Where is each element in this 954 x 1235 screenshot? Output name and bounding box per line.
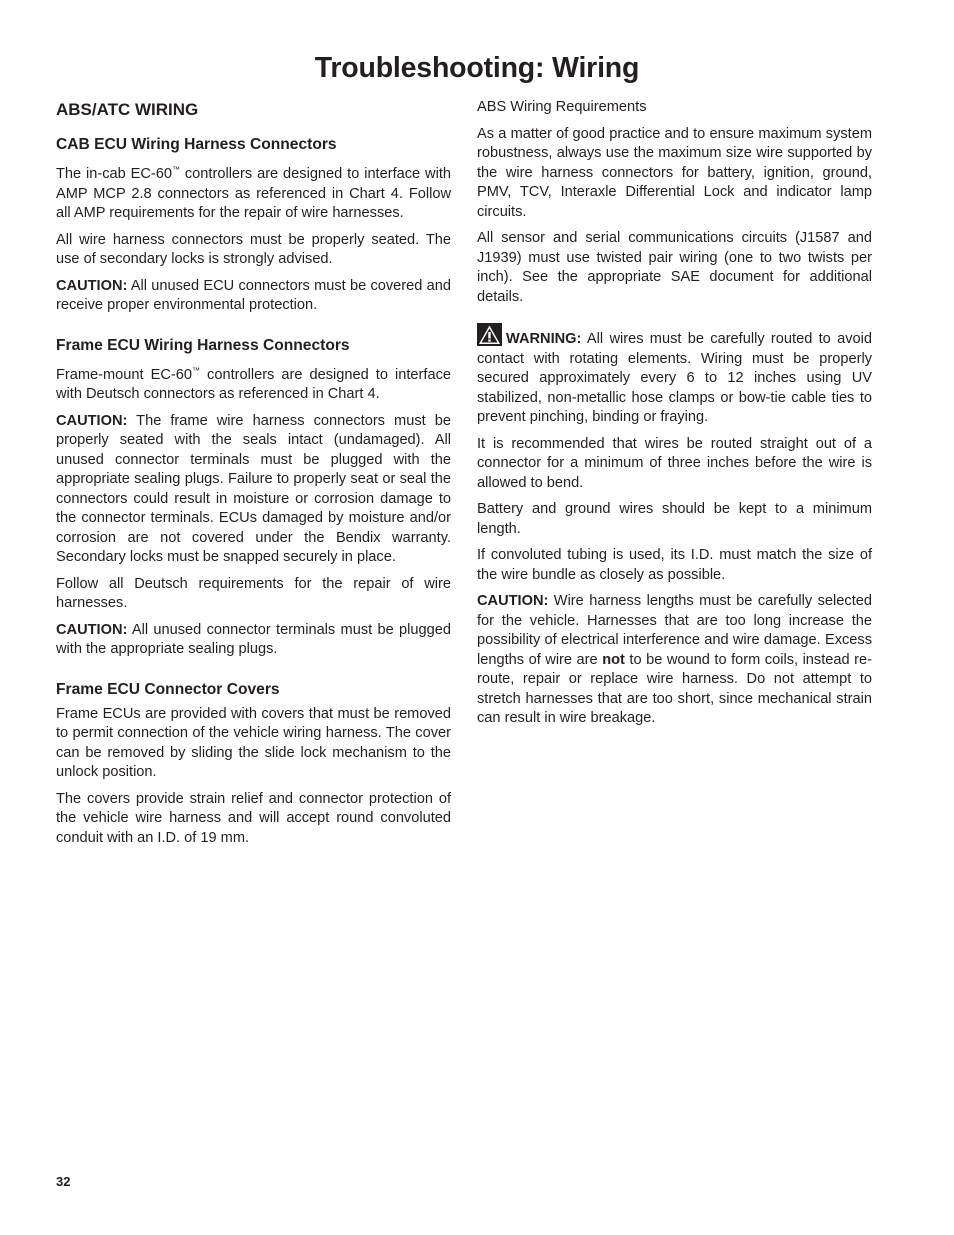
- caution-label: CAUTION:: [56, 412, 128, 429]
- requirements-paragraph-4: Battery and ground wires should be kept to a minimum length.: [477, 501, 872, 537]
- warning-triangle-icon: [477, 323, 502, 346]
- frame-ecu-caution-2: [56, 621, 451, 660]
- requirements-paragraph-3: It is recommended that wires be routed straight out of a connector for a minimum of three inches before the wire is allowed to bend.: [477, 435, 872, 491]
- warning-paragraph: [477, 323, 872, 428]
- caution-emphasis: not: [602, 651, 625, 668]
- cab-ecu-paragraph-1: [56, 160, 451, 224]
- frame-ecu-heading: Frame ECU Wiring Harness Connectors: [56, 336, 350, 354]
- cab-text-a: The in-cab EC-60: [56, 166, 173, 182]
- section-heading: ABS/ATC WIRING: [56, 100, 199, 119]
- harness-length-caution: [477, 592, 872, 729]
- spacer: [477, 314, 872, 323]
- trademark-mark: ™: [192, 365, 200, 375]
- caution-text-b: to be wound to form coils, instead re-route, repair or replace wire harness. Do not attempt to stretch harnesses that are too short, since mechanical strain can result in wire breakage.: [477, 651, 872, 726]
- requirements-paragraph-2: All sensor and serial communications circuits (J1587 and J1939) must use twisted pair wiring (one to two twists per inch). See the appropriate SAE document for additional details.: [477, 230, 872, 305]
- warning-label: WARNING:: [506, 331, 582, 347]
- cab-text-b: controllers are designed to interface with AMP MCP 2.8 connectors as referenced in Chart 4. Follow all AMP requirements for the repair of wire harnesses.: [56, 166, 451, 221]
- cab-ecu-paragraph-2: All wire harness connectors must be properly seated. The use of secondary locks is strongly advised.: [56, 231, 451, 267]
- caution-label: CAUTION:: [477, 593, 549, 609]
- caution-text-a: Wire harness lengths must be carefully selected for the vehicle. Harnesses that are too long increase the possibility of electrical interference and wire damage. Excess lengths of wire are: [477, 593, 872, 668]
- cab-ecu-heading: CAB ECU Wiring Harness Connectors: [56, 136, 337, 153]
- caution-text: The frame wire harness connectors must be properly seated with the seals intact (undamaged). All unused connector terminals must be plugged with the appropriate sealing plugs. Failure to properly seat or seal the connectors could result in moisture or corrosion damage to the connector terminals. ECUs damaged by moisture and/or corrosion are not covered under the Bendix warranty. Secondary locks must be snapped securely in place.: [56, 412, 451, 565]
- right-column: [477, 96, 872, 729]
- caution-label: CAUTION:: [56, 277, 128, 294]
- connector-covers-heading: Frame ECU Connector Covers: [56, 680, 280, 698]
- frame-ecu-caution-1: [56, 412, 451, 568]
- caution-text: All unused ECU connectors must be covered and receive proper environmental protection.: [56, 277, 451, 313]
- requirements-paragraph-5: If convoluted tubing is used, its I.D. must match the size of the wire bundle as closely as possible.: [477, 547, 872, 583]
- trademark-mark: ™: [172, 165, 181, 174]
- abs-wiring-requirements-heading: ABS Wiring Requirements: [477, 99, 647, 115]
- cab-ecu-caution: [56, 277, 451, 316]
- frame-ecu-paragraph-3: Follow all Deutsch requirements for the repair of wire harnesses.: [56, 575, 451, 611]
- page-number: 32: [56, 1174, 71, 1189]
- left-column: [56, 96, 451, 848]
- caution-label: CAUTION:: [56, 621, 128, 638]
- warning-text: All wires must be carefully routed to avoid contact with rotating elements. Wiring must be properly secured approximately every 6 to 12 inches using UV stabilized, non-metallic hose clamps or bow-tie cable ties to prevent pinching, binding or fraying.: [477, 331, 872, 425]
- page-title: Troubleshooting: Wiring: [314, 52, 640, 84]
- covers-paragraph-2: The covers provide strain relief and connector protection of the vehicle wire harness and will accept round convoluted conduit with an I.D. of 19 mm.: [56, 790, 451, 846]
- frame-text-a: Frame-mount EC-60: [56, 366, 192, 383]
- requirements-paragraph-1: As a matter of good practice and to ensure maximum system robustness, always use the maximum size wire supported by the wire harness connectors for battery, ignition, ground, PMV, TCV, Interaxle Differential Lock and indicator lamp circuits.: [477, 125, 872, 220]
- frame-ecu-paragraph-1: [56, 361, 451, 405]
- frame-text-b: controllers are designed to interface with Deutsch connectors as referenced in Chart 4.: [56, 366, 451, 402]
- covers-paragraph-1: Frame ECUs are provided with covers that must be removed to permit connection of the vehicle wiring harness. The cover can be removed by sliding the slide lock mechanism to the unlock position.: [56, 705, 451, 780]
- caution-text: All unused connector terminals must be plugged with the appropriate sealing plugs.: [56, 621, 451, 657]
